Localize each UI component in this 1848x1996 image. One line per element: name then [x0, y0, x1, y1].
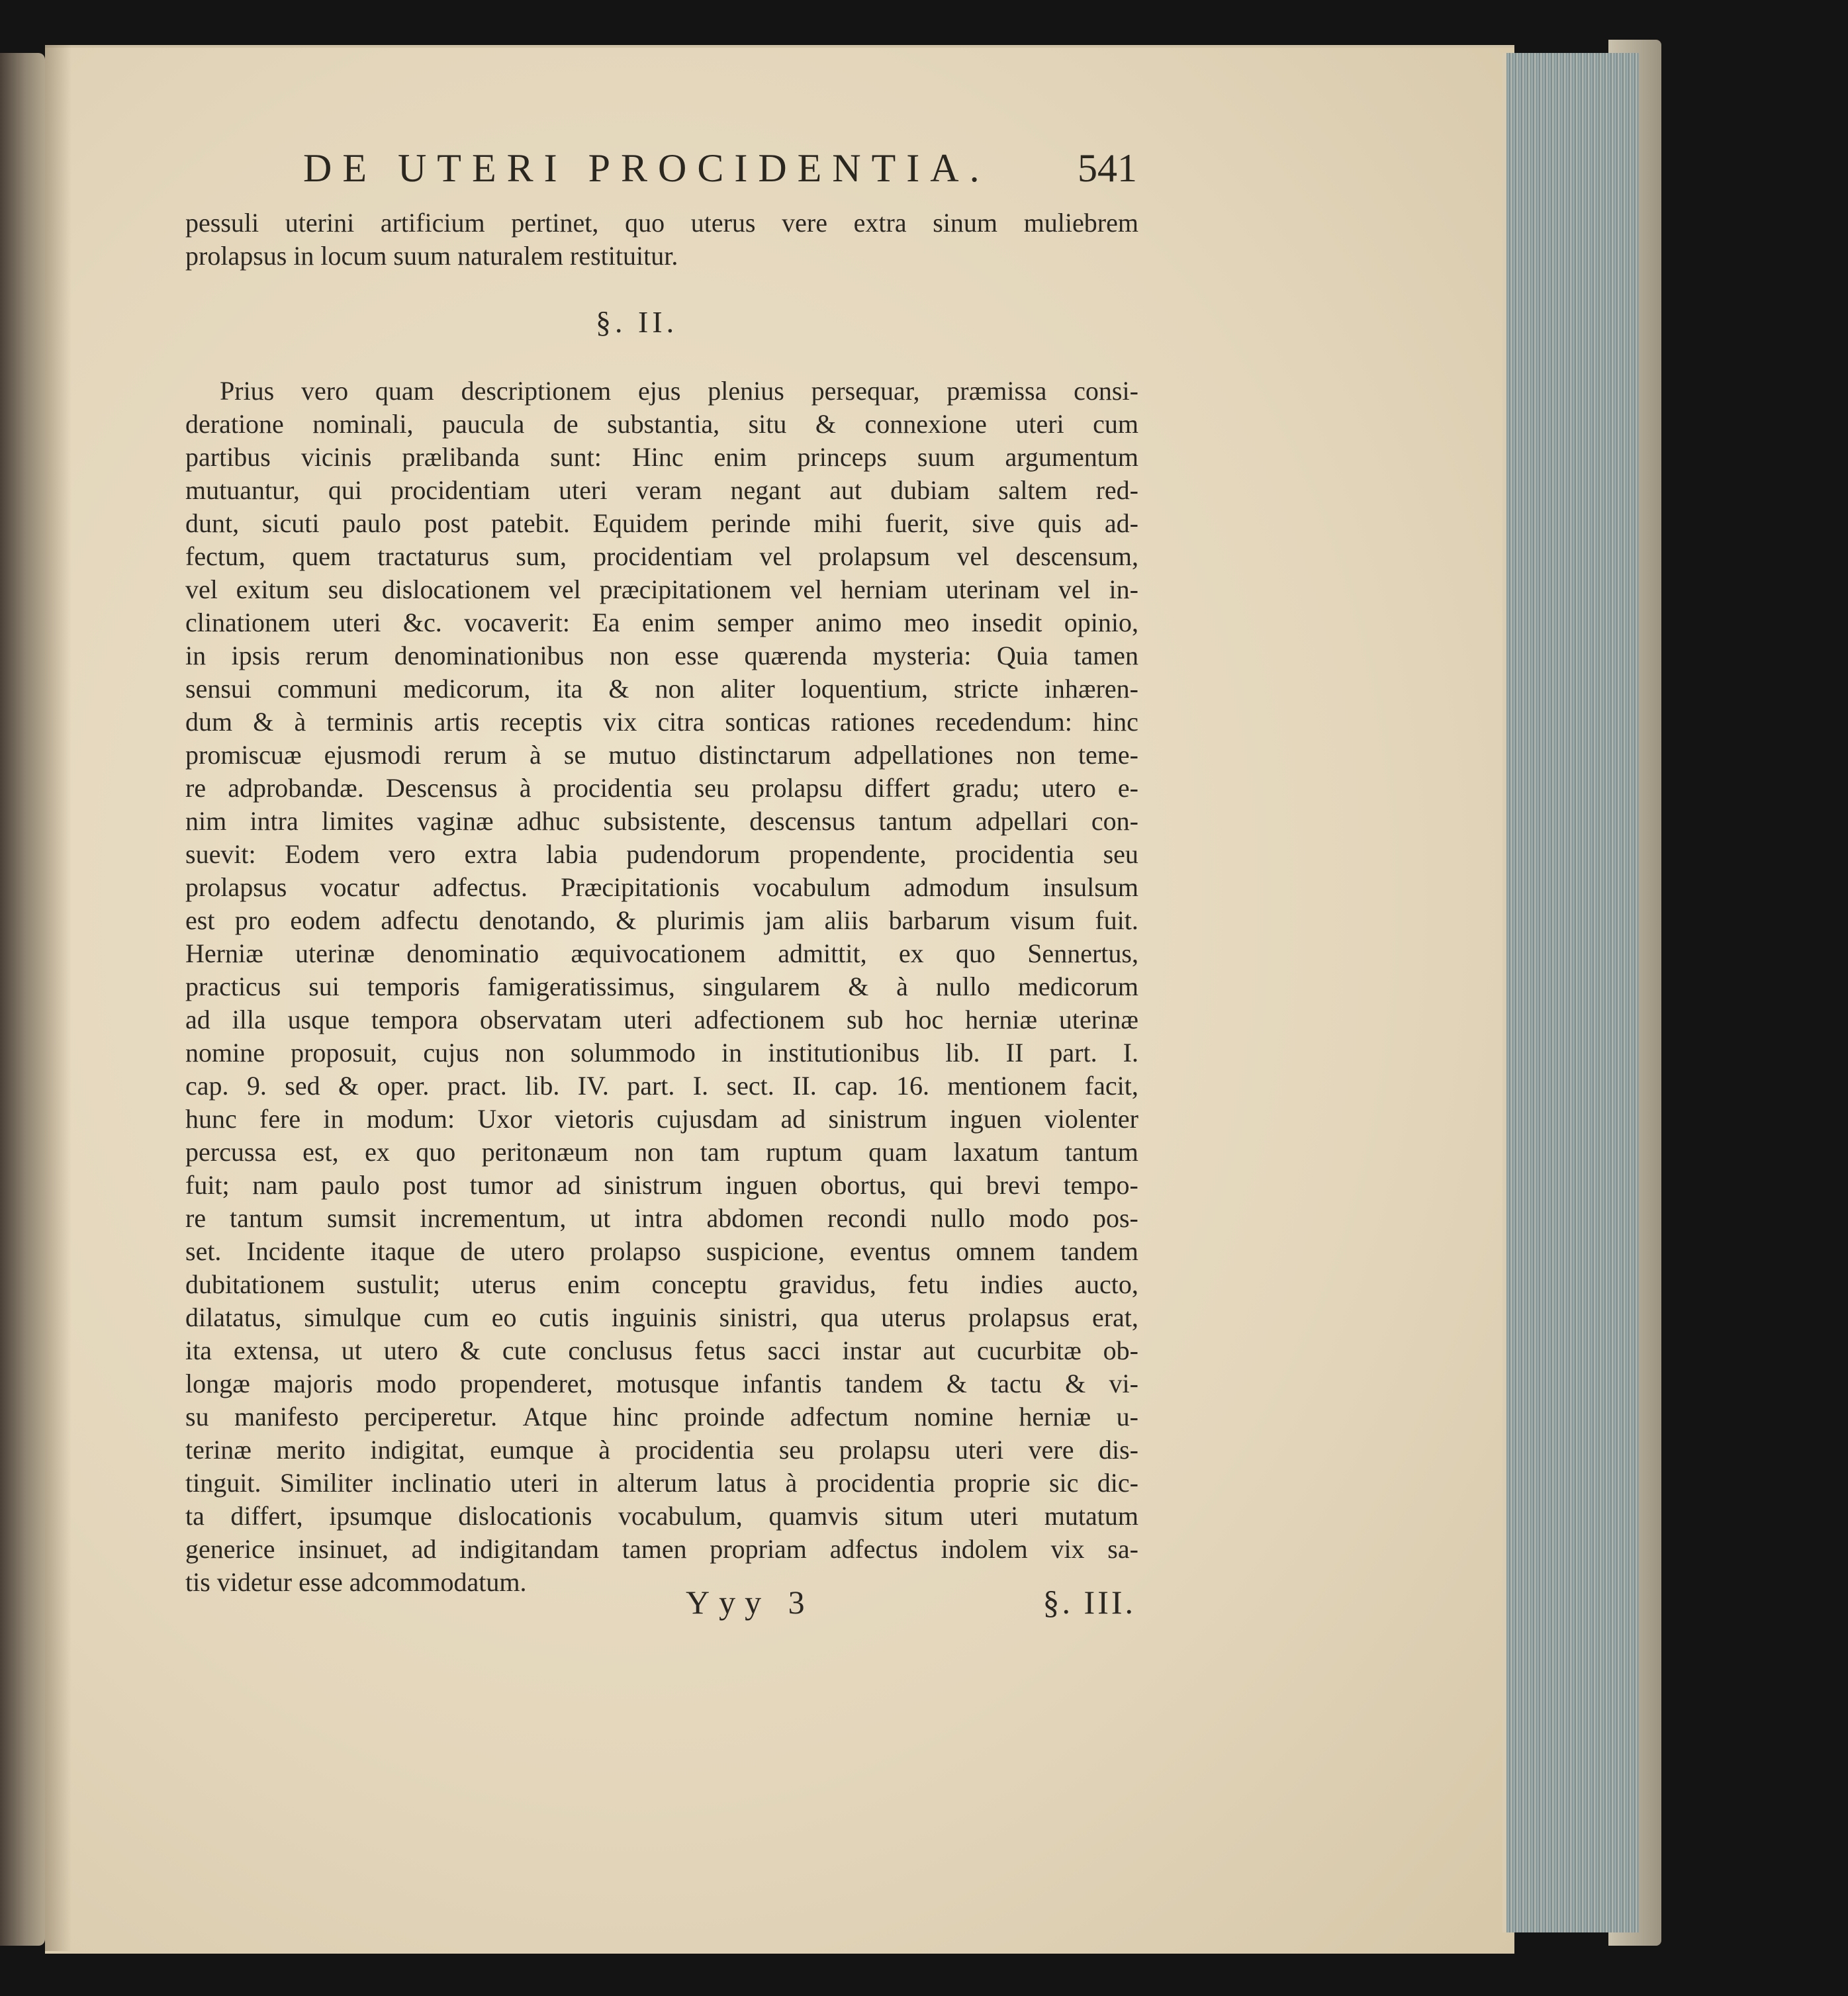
body-paragraph [185, 375, 1138, 1599]
text-line: fuit; nam paulo post tumor ad sinistrum inguen obortus, qui brevi tempo- [185, 1170, 1138, 1200]
running-header [277, 146, 1164, 199]
text-line: re tantum sumsit incrementum, ut intra abdomen recondi nullo modo pos- [185, 1203, 1138, 1233]
text-line: cap. 9. sed & oper. pract. lib. IV. part. I. sect. II. cap. 16. mentionem facit, [185, 1071, 1138, 1101]
facing-page-edge [0, 53, 45, 1946]
text-line: ad illa usque tempora observatam uteri adfectionem sub hoc herniæ uterinæ [185, 1005, 1138, 1034]
gutter-shadow [45, 45, 71, 1951]
text-line: percussa est, ex quo peritonæum non tam ruptum quam laxatum tantum [185, 1137, 1138, 1167]
text-line: Prius vero quam descriptionem ejus plenius persequar, præmissa consi- [220, 376, 1138, 406]
text-line: set. Incidente itaque de utero prolapso suspicione, eventus omnem tandem [185, 1236, 1138, 1266]
text-line: sensui communi medicorum, ita & non aliter loquentium, stricte inhæren- [185, 674, 1138, 703]
text-line: Herniæ uterinæ denominatio æquivocationem admittit, ex quo Sennertus, [185, 938, 1138, 968]
text-line: terinæ merito indigitat, eumque à procidentia seu prolapsu uteri vere dis- [185, 1435, 1138, 1465]
section-heading: §. II. [596, 305, 678, 339]
text-line: est pro eodem adfectu denotando, & plurimis jam aliis barbarum visum fuit. [185, 905, 1138, 935]
signature-mark: Yyy 3 [686, 1584, 814, 1621]
text-line: mutuantur, qui procidentiam uteri veram negant aut dubiam saltem red- [185, 475, 1138, 505]
text-line: prolapsus vocatur adfectus. Præcipitationis vocabulum admodum insulsum [185, 872, 1138, 902]
text-line: deratione nominali, paucula de substantia, situ & connexione uteri cum [185, 409, 1138, 439]
text-line: practicus sui temporis famigeratissimus, singularem & à nullo medicorum [185, 972, 1138, 1001]
text-line: ta differt, ipsumque dislocationis vocabulum, quamvis situm uteri mutatum [185, 1501, 1138, 1531]
text-line: dunt, sicuti paulo post patebit. Equidem perinde mihi fuerit, sive quis ad- [185, 508, 1138, 538]
text-line [185, 240, 1138, 273]
text-line: in ipsis rerum denominationibus non esse quærenda mysteria: Quia tamen [185, 641, 1138, 670]
text-line: fectum, quem tractaturus sum, procidentiam vel prolapsum vel descensum, [185, 541, 1138, 571]
page-footer [686, 1583, 1136, 1623]
text-line: re adprobandæ. Descensus à procidentia seu prolapsu differt gradu; utero e- [185, 773, 1138, 803]
text-line: clinationem uteri &c. vocaverit: Ea enim semper animo meo insedit opinio, [185, 608, 1138, 637]
text-line: nim intra limites vaginæ adhuc subsistente, descensus tantum adpellari con- [185, 806, 1138, 836]
page-number: 541 [1078, 146, 1137, 190]
text-line: generice insinuet, ad indigitandam tamen propriam adfectus indolem vix sa- [185, 1534, 1138, 1564]
page-fore-edge [1502, 53, 1639, 1932]
text-line: tinguit. Similiter inclinatio uteri in alterum latus à procidentia proprie sic dic- [185, 1468, 1138, 1498]
text-line: dilatatus, simulque cum eo cutis inguinis sinistri, qua uterus prolapsus erat, [185, 1302, 1138, 1332]
text-line: dubitationem sustulit; uterus enim conceptu gravidus, fetu indies aucto, [185, 1269, 1138, 1299]
line-text: prolapsus in locum suum naturalem restituitur. [185, 241, 678, 271]
text-line: nomine proposuit, cujus non solummodo in institutionibus lib. II part. I. [185, 1038, 1138, 1067]
text-line: dum & à terminis artis receptis vix citra sonticas rationes recedendum: hinc [185, 707, 1138, 737]
line-text: tis videtur esse adcommodatum. [185, 1567, 527, 1597]
text-line: su manifesto perciperetur. Atque hinc proinde adfectum nomine herniæ u- [185, 1402, 1138, 1431]
text-line: partibus vicinis prælibanda sunt: Hinc enim princeps suum argumentum [185, 442, 1138, 472]
text-line: promiscuæ ejusmodi rerum à se mutuo distinctarum adpellationes non teme- [185, 740, 1138, 770]
text-line: pessuli uterini artificium pertinet, quo uterus vere extra sinum muliebrem [185, 208, 1138, 238]
text-line: vel exitum seu dislocationem vel præcipitationem vel herniam uterinam vel in- [185, 574, 1138, 604]
text-line: hunc fere in modum: Uxor vietoris cujusdam ad sinistrum inguen violenter [185, 1104, 1138, 1134]
text-line: longæ majoris modo propenderet, motusque infantis tandem & tactu & vi- [185, 1369, 1138, 1398]
catchword: §. III. [1042, 1584, 1136, 1621]
text-line: suevit: Eodem vero extra labia pudendorum propendente, procidentia seu [185, 839, 1138, 869]
opening-text [185, 206, 1138, 273]
text-line: ita extensa, ut utero & cute conclusus fetus sacci instar aut cucurbitæ ob- [185, 1336, 1138, 1365]
running-title: DE UTERI PROCIDENTIA. [303, 146, 990, 190]
